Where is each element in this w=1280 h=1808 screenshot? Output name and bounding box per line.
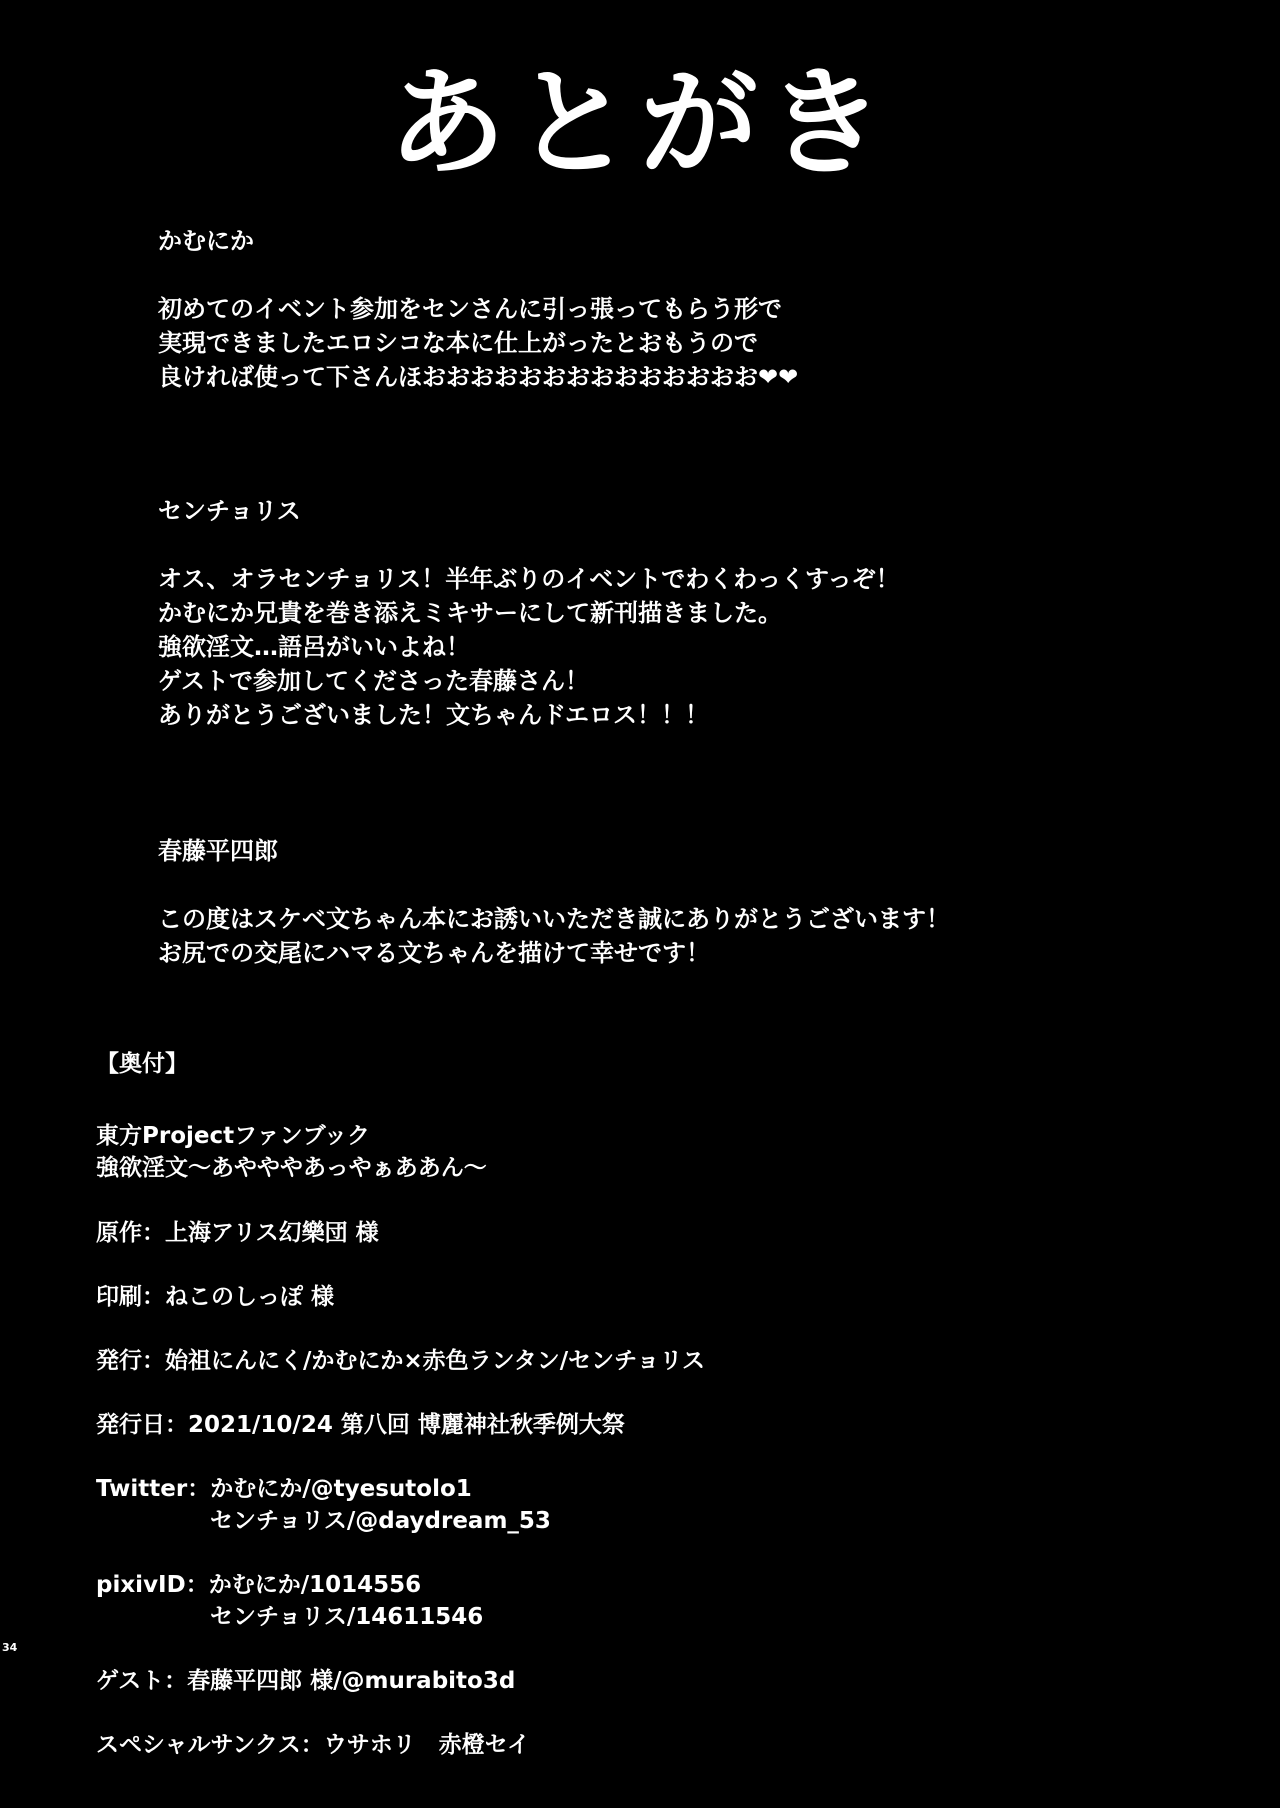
colophon-guest: ゲスト：春藤平四郎 様/@murabito3d: [96, 1668, 516, 1694]
author-name: センチョリス: [158, 497, 301, 525]
book-title-line: 強欲淫文〜あやややあっやぁああん〜: [96, 1155, 487, 1181]
message-line: 実現できましたエロシコな本に仕上がったとおもうので: [158, 329, 758, 357]
colophon: [96, 1048, 705, 1761]
message-line: かむにか兄貴を巻き添えミキサーにして新刊描きました。: [158, 599, 782, 627]
message-line: 良ければ使って下さんほおおおおおおおおおおおおおお❤❤: [158, 363, 799, 391]
colophon-heading: 【奥付】: [96, 1051, 188, 1077]
afterword-section-shundo: [158, 834, 950, 970]
colophon-pixiv: pixivID：かむにか/1014556: [96, 1572, 422, 1598]
message-line: 強欲淫文…語呂がいいよね！: [158, 633, 470, 661]
colophon-original: 原作：上海アリス幻樂団 様: [96, 1220, 379, 1246]
colophon-publisher: 発行：始祖にんにく/かむにか×赤色ランタン/センチョリス: [96, 1348, 706, 1374]
colophon-twitter: Twitter：かむにか/@tyesutolo1: [96, 1476, 472, 1502]
page-number: 34: [2, 1641, 18, 1654]
colophon-thanks: スペシャルサンクス：ウサホリ 赤橙セイ: [96, 1732, 531, 1758]
colophon-pixiv: センチョリス/14611546: [210, 1604, 484, 1630]
afterword-section-sencholis: [158, 494, 900, 732]
message-line: お尻での交尾にハマる文ちゃんを描けて幸せです！: [158, 939, 710, 967]
message-line: ありがとうございました！文ちゃんドエロス！！！: [158, 701, 710, 729]
message-line: 初めてのイベント参加をセンさんに引っ張ってもらう形で: [158, 295, 782, 323]
afterword-section-kamunika: [158, 224, 798, 394]
book-title-line: 東方Projectファンブック: [96, 1123, 371, 1149]
colophon-date: 発行日：2021/10/24 第八回 博麗神社秋季例大祭: [96, 1412, 625, 1438]
colophon-printing: 印刷：ねこのしっぽ 様: [96, 1284, 335, 1310]
author-name: 春藤平四郎: [158, 837, 278, 865]
colophon-twitter: センチョリス/@daydream_53: [210, 1508, 551, 1534]
message-line: ゲストで参加してくださった春藤さん！: [158, 667, 590, 695]
message-line: この度はスケベ文ちゃん本にお誘いいただき誠にありがとうございます！: [158, 905, 950, 933]
author-name: かむにか: [158, 227, 254, 255]
message-line: オス、オラセンチョリス！半年ぶりのイベントでわくわっくすっぞ！: [158, 565, 900, 593]
page-title: あとがき: [387, 53, 892, 192]
